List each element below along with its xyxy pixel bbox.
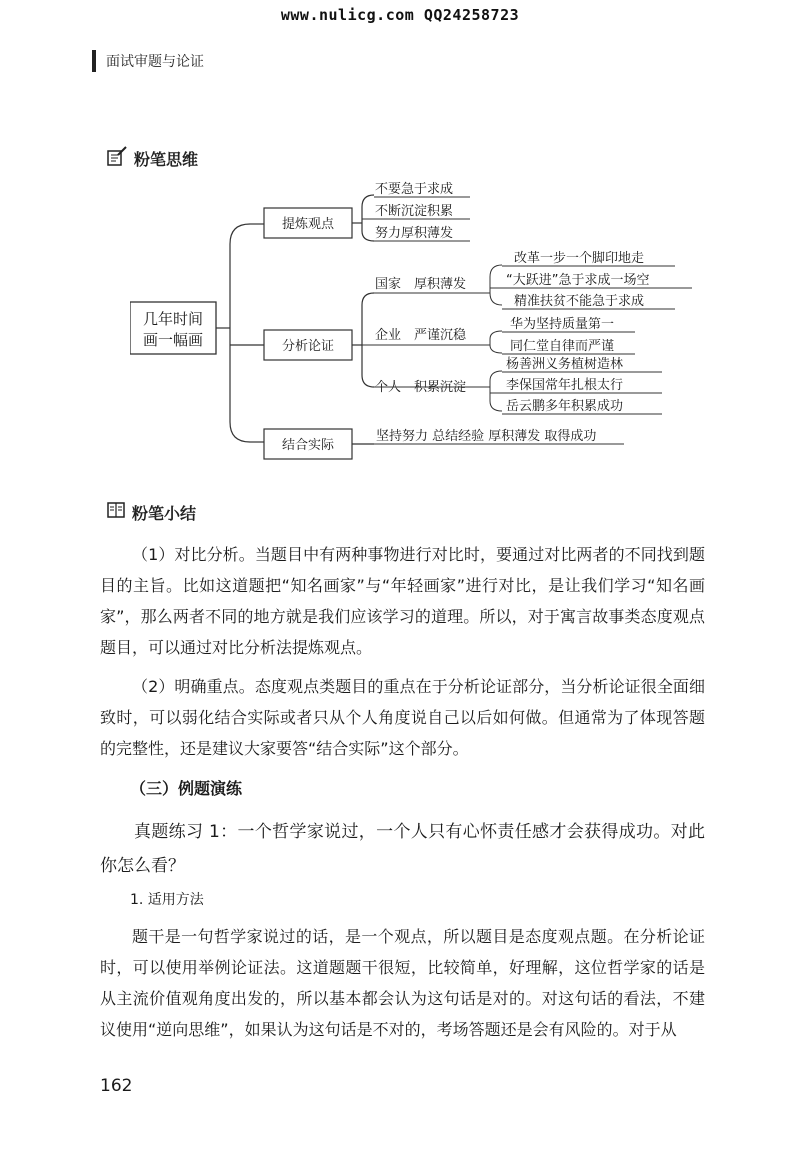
paragraph-3: 题干是一句哲学家说过的话，是一个观点，所以题目是态度观点题。在分析论证时，可以使用举例论证法。这道题题干很短，比较简单，好理解，这位哲学家的话是从主流价值观角度出发的，所以基本都会认为这句话是对的。对这句话的看法，不建议使用“逆向思维”，如果认为这句话是不对的，考场答题还是会有风险的。对于从 [100,927,705,1039]
mindmap-leaf: 华为坚持质量第一 [510,317,615,332]
page-number: 162 [100,1076,133,1096]
mindmap-root-line2: 画一幅画 [142,331,204,349]
mindmap-leaf: 同仁堂自律而严谨 [510,339,615,354]
mindmap-branch-3: 结合实际 [281,438,335,453]
mindmap-leaf: 不断沉淀积累 [375,204,454,219]
mindmap-branch-2: 分析论证 [281,339,335,354]
section-title-summary [106,500,196,524]
watermark: www.nulicg.com QQ24258723 [280,6,520,24]
mindmap-leaf: 杨善洲义务植树造林 [506,357,624,372]
mindmap-leaf: 改革一步一个脚印地走 [514,251,645,266]
question-1: 真题练习 1：一个哲学家说过，一个人只有心怀责任感才会获得成功。对此你怎么看？ [100,822,705,876]
header-bar [92,50,96,72]
mindmap-branch-1: 提炼观点 [281,217,335,232]
mindmap-leaf: 岳云鹏多年积累成功 [506,399,624,414]
book-icon [106,500,126,524]
subheading-examples: （三）例题演练 [130,779,243,798]
pencil-note-icon [106,145,128,171]
section-title-text: 粉笔小结 [132,503,197,523]
mind-map [130,178,710,468]
mindmap-leaf: 精准扶贫不能急于求成 [514,294,645,309]
mindmap-root-line1: 几年时间 [142,310,204,328]
section-title-text: 粉笔思维 [134,149,199,169]
mindmap-leaf: “大跃进”急于求成一场空 [506,273,650,288]
mindmap-leaf: 坚持努力 总结经验 厚积薄发 取得成功 [376,429,597,444]
paragraph-1: （1）对比分析。当题目中有两种事物进行对比时，要通过对比两者的不同找到题目的主旨。比如这道题把“知名画家”与“年轻画家”进行对比，是让我们学习“知名画家”，那么两者不同的地方就是我们应该学习的道理。所以，对于寓言故事类态度观点题目，可以通过对比分析法提炼观点。 [100,545,705,657]
mindmap-group-label: 个人 积累沉淀 [375,380,467,395]
mindmap-leaf: 努力厚积薄发 [375,226,454,241]
mindmap-leaf: 李保国常年扎根太行 [506,378,624,393]
section-title-thinking [106,145,198,171]
mindmap-leaf: 不要急于求成 [375,182,454,197]
subheading-method: 1. 适用方法 [130,892,204,908]
mindmap-group-label: 企业 严谨沉稳 [375,328,467,343]
header-title: 面试审题与论证 [106,54,204,70]
paragraph-2: （2）明确重点。态度观点类题目的重点在于分析论证部分，当分析论证很全面细致时，可以弱化结合实际或者只从个人角度说自己以后如何做。但通常为了体现答题的完整性，还是建议大家要答“结合实际”这个部分。 [100,677,705,758]
mindmap-group-label: 国家 厚积薄发 [375,277,467,292]
